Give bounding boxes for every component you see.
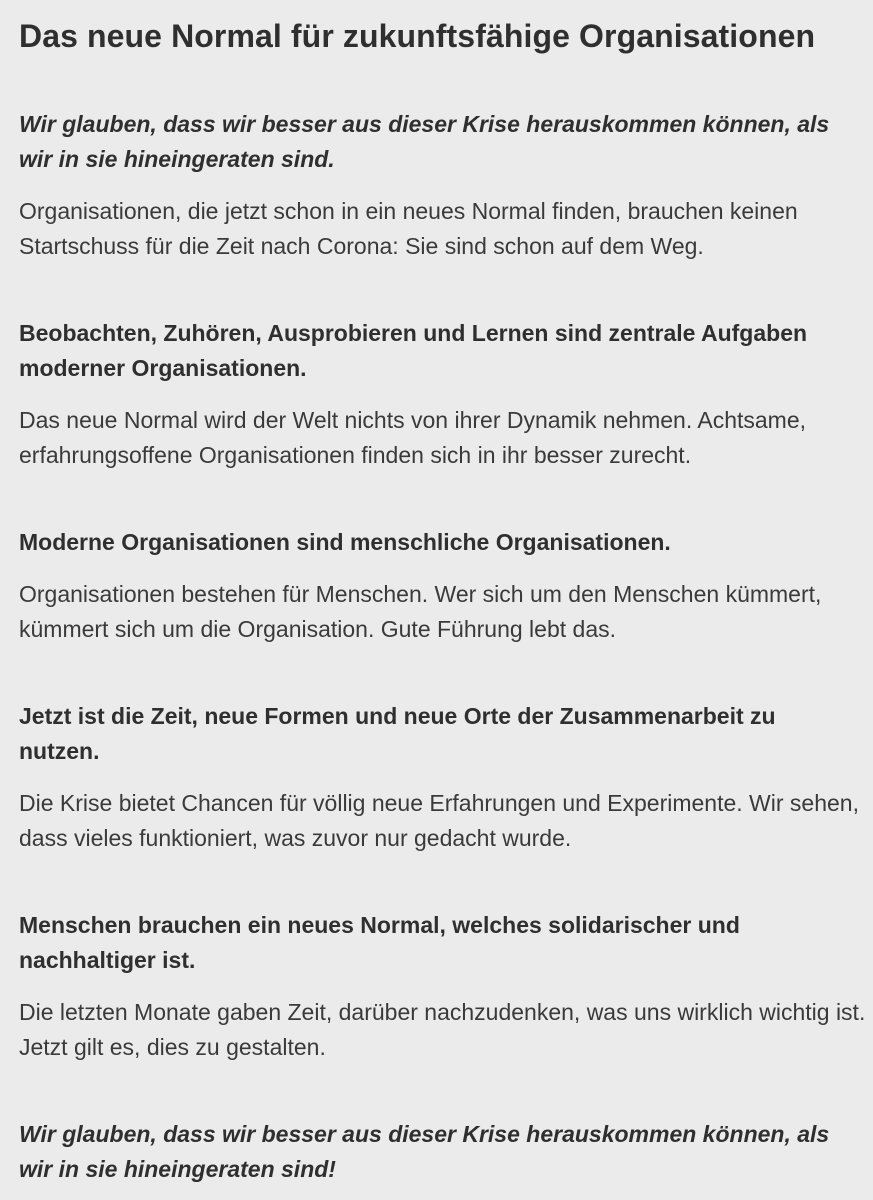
section-heading-learning: Beobachten, Zuhören, Ausprobieren und Lernen sind zentrale Aufgaben moderner Organisationen. bbox=[19, 320, 808, 381]
section-text-solidarity: Die letzten Monate gaben Zeit, darüber nachzudenken, was uns wirklich wichtig ist. Jetzt gilt es, dies zu gestalten. bbox=[19, 999, 866, 1060]
closing-statement: Wir glauben, dass wir besser aus dieser Krise herauskommen können, als wir in sie hineingeraten sind! bbox=[19, 1121, 830, 1182]
intro-lead: Wir glauben, dass wir besser aus dieser Krise herauskommen können, als wir in sie hineingeraten sind. bbox=[19, 111, 830, 172]
section-spacer bbox=[19, 264, 873, 316]
intro-text: Organisationen, die jetzt schon in ein neues Normal finden, brauchen keinen Startschuss für die Zeit nach Corona: Sie sind schon auf dem Weg. bbox=[19, 198, 798, 259]
section-heading-human: Moderne Organisationen sind menschliche Organisationen. bbox=[19, 529, 671, 555]
page-title: Das neue Normal für zukunftsfähige Organisationen bbox=[19, 18, 816, 54]
section-spacer bbox=[19, 1065, 873, 1117]
section-text-human: Organisationen bestehen für Menschen. Wer sich um den Menschen kümmert, kümmert sich um die Organisation. Gute Führung lebt das. bbox=[19, 581, 822, 642]
section-spacer bbox=[19, 647, 873, 699]
section-heading-collaboration: Jetzt ist die Zeit, neue Formen und neue Orte der Zusammenarbeit zu nutzen. bbox=[19, 703, 776, 764]
section-heading-solidarity: Menschen brauchen ein neues Normal, welches solidarischer und nachhaltiger ist. bbox=[19, 912, 740, 973]
section-spacer bbox=[19, 473, 873, 525]
section-text-learning: Das neue Normal wird der Welt nichts von ihrer Dynamik nehmen. Achtsame, erfahrungsoffene Organisationen finden sich in ihr besser zurecht. bbox=[19, 407, 807, 468]
section-text-collaboration: Die Krise bietet Chancen für völlig neue Erfahrungen und Experimente. Wir sehen, dass vieles funktioniert, was zuvor nur gedacht wurde. bbox=[19, 790, 859, 851]
section-spacer bbox=[19, 856, 873, 908]
